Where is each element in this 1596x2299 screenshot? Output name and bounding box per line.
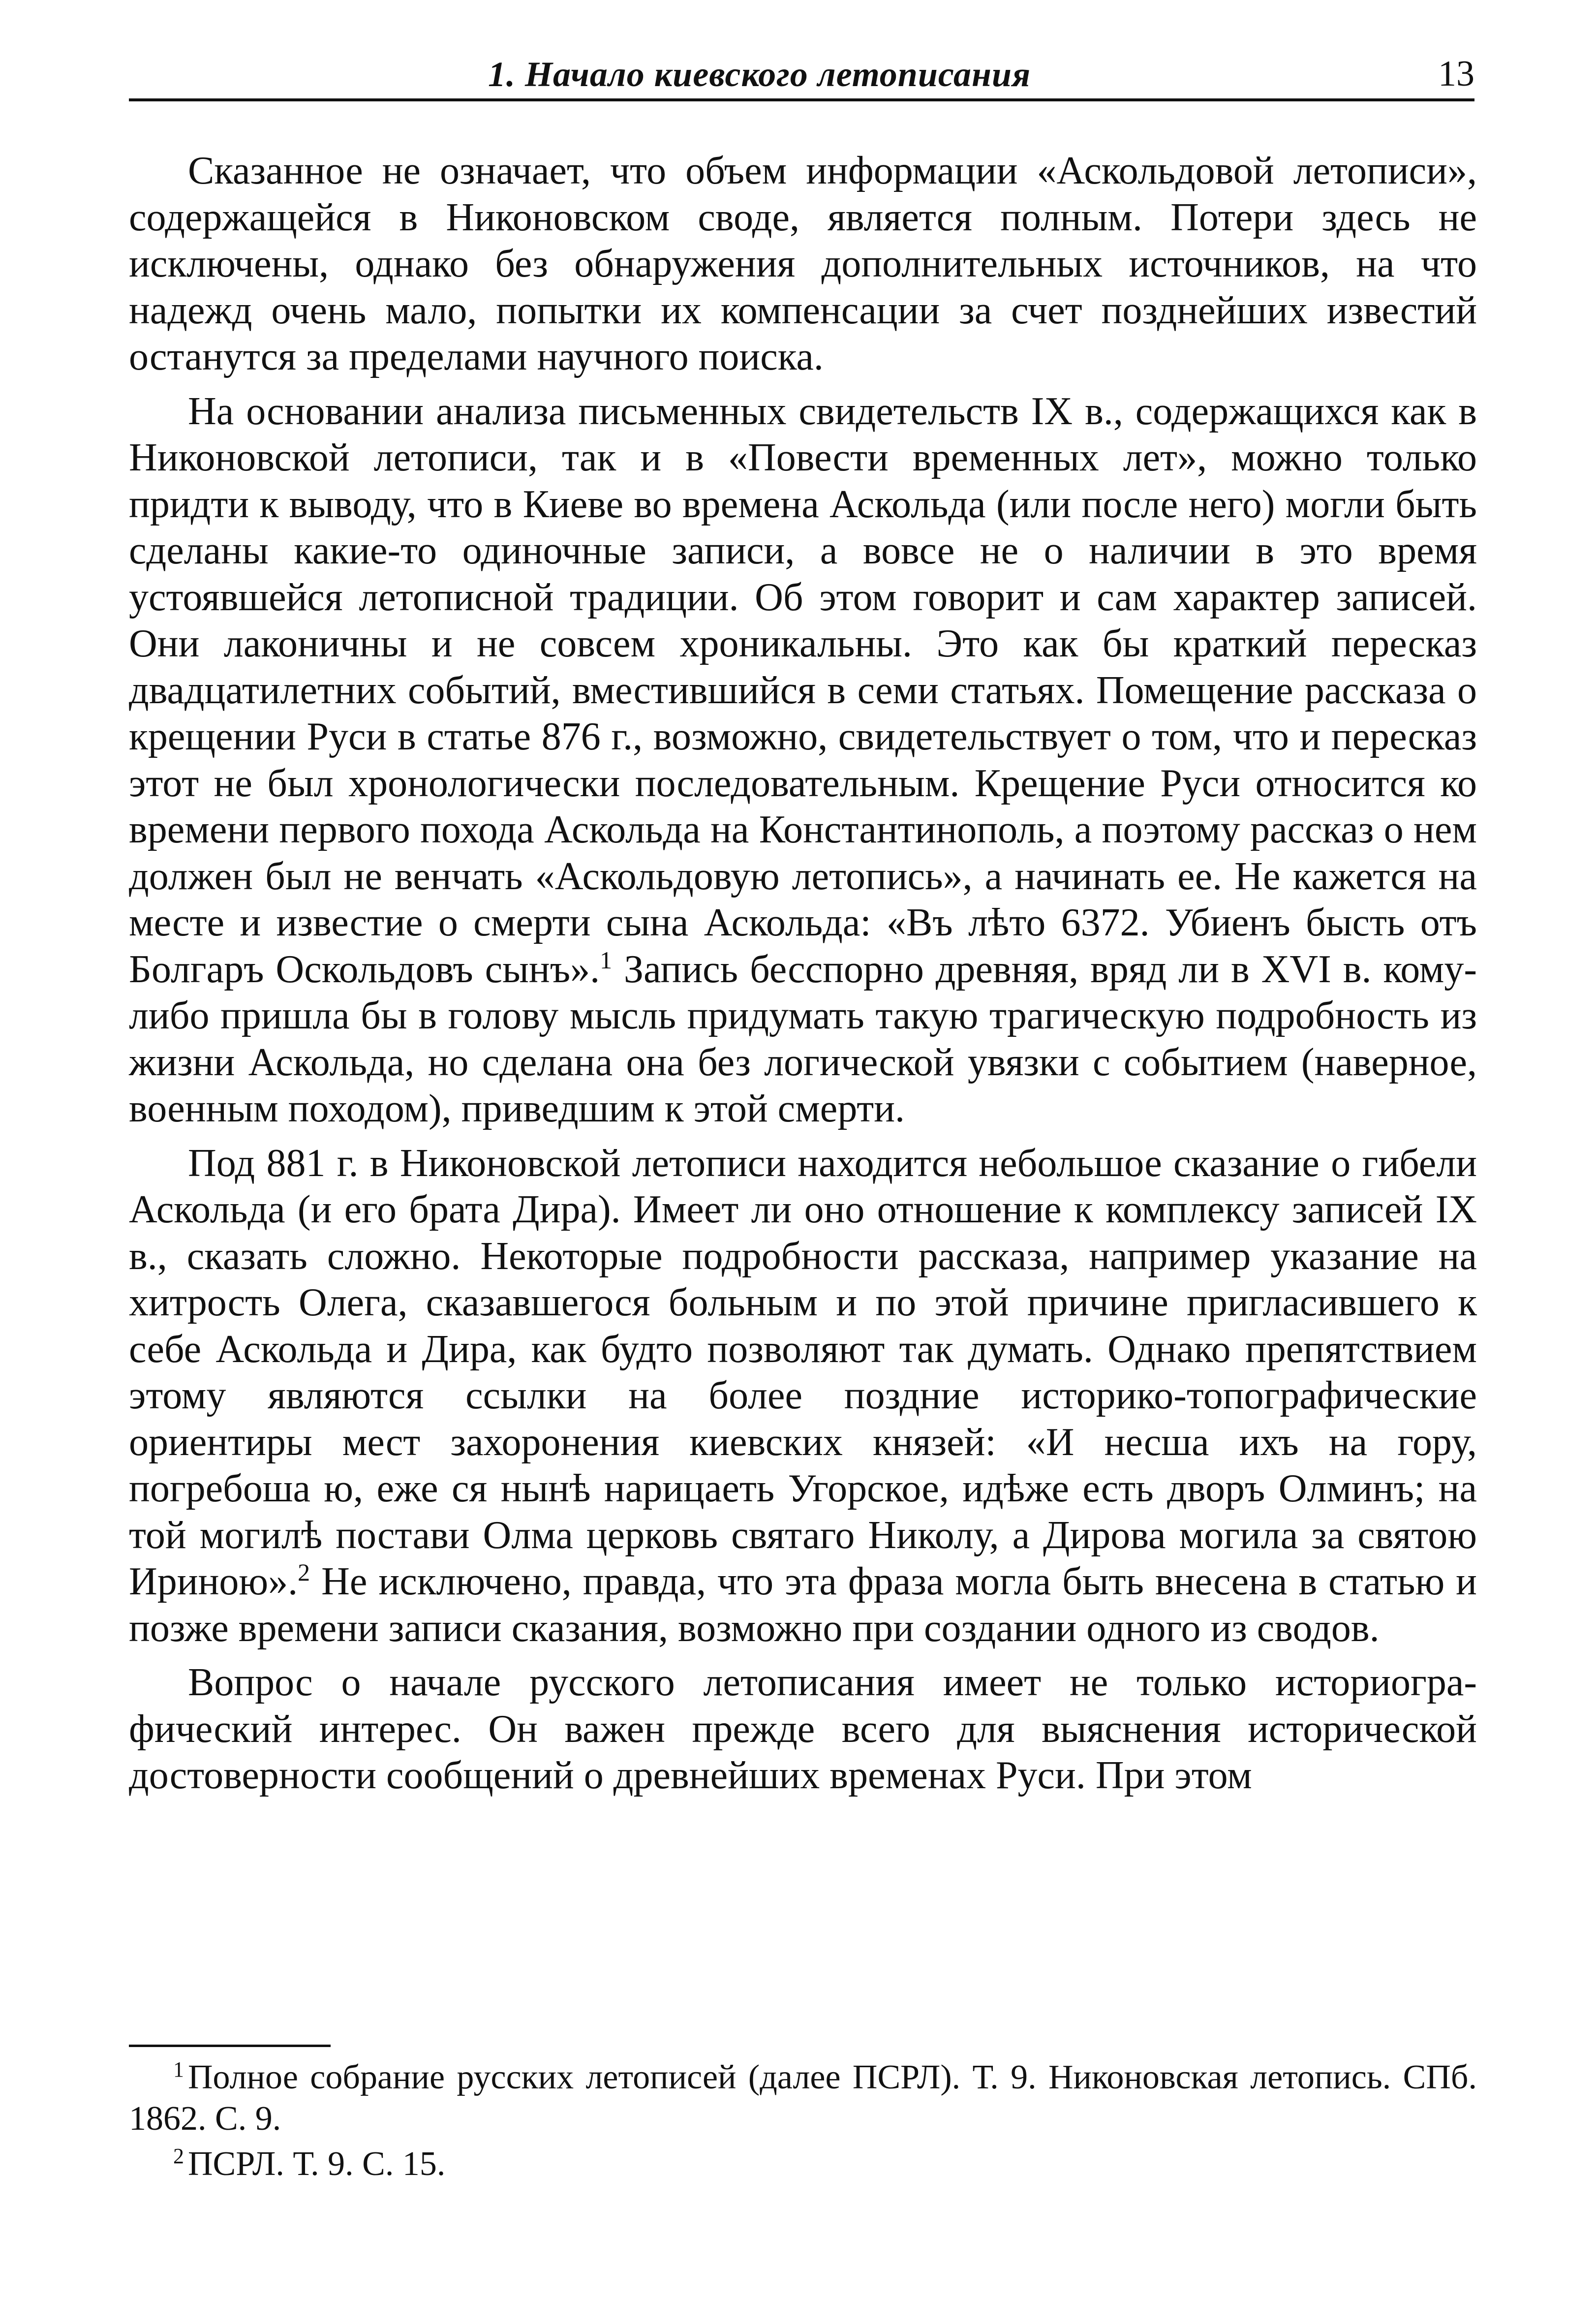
footnote-reference[interactable]: 2 <box>298 1558 310 1586</box>
footnote <box>129 2144 1477 2185</box>
paragraph-text: На основании анализа письменных свидетельств IX в., содержащихся как в Никоновской летописи, так и в «Повести временных лет», можно только придти к выводу, что в Киеве во времена Аскольда (или после него) могли быть сделаны какие-то одиночные записи, а вовсе не о наличии в это время устоявшейся летописной традиции. Об этом говорит и сам характер записей. Они лаконичны и не совсем хроникальны. Это как бы краткий пересказ двадцатилетних событий, вместившийся в семи статьях. Помещение рассказа о крещении Руси в статье 876 г., возможно, свидетельствует о том, что и пересказ этот не был хронологически последовательным. Крещение Руси относится ко времени первого похода Аскольда на Константинополь, а поэтому рассказ о нем должен был не венчать «Аскольдовую летопись», а начинать ее. Не кажется на месте и известие о смерти сына Аскольда: «Въ лѣто 6372. Убиенъ бысть отъ Болгаръ Оскольдовъ сынъ». <box>129 389 1477 991</box>
paragraph <box>129 388 1477 1132</box>
footnote-text: ПСРЛ. Т. 9. С. 15. <box>188 2145 446 2183</box>
paragraph-text: Под 881 г. в Никоновской летописи находится небольшое сказание о гибели Аскольда (и его брата Дира). Имеет ли оно отношение к комплексу записей IX в., сказать сложно. Некоторые подробности рассказа, например указание на хитрость Олега, сказавшегося больным и по этой причине пригласившего к себе Аскольда и Дира, как будто позволяют так думать. Однако препятствием этому являются ссылки на более поздние историко-топографические ориентиры мест захоронения киевских князей: «И несша ихъ на гору, погребоша ю, еже ся нынѣ нарицаеть Угорское, идѣже есть дворъ Олминъ; на той могилѣ постави Олма церковь святаго Николу, а Дирова могила за святою Ириною». <box>129 1141 1477 1603</box>
paragraph-text: Вопрос о начале русского летописания имеет не только историографический интерес. Он важен прежде всего для выяснения исторической достоверности сообщений о древнейших временах Руси. При этом <box>129 1661 1477 1797</box>
page-number: 13 <box>1438 54 1474 94</box>
footnote-mark: 2 <box>173 2144 184 2168</box>
main-text <box>129 148 1477 1799</box>
paragraph <box>129 148 1477 380</box>
footnote-text: Полное собрание русских летописей (далее ПСРЛ). Т. 9. Никоновская летопись. СПб. 1862. С. 9. <box>129 2058 1477 2138</box>
footnote-divider <box>129 2045 331 2047</box>
paragraph-text: Запись бесспорно древняя, вряд ли в XVI в. кому-либо пришла бы в голову мысль придумать такую трагическую подробность из жизни Аскольда, но сделана она без логической увязки с событием (наверное, военным походом), приведшим к этой смерти. <box>129 947 1477 1130</box>
paragraph <box>129 1659 1477 1799</box>
paragraph-text: Сказанное не означает, что объем информации «Аскольдовой летописи», содержащейся в Никоновском своде, является полным. Потери здесь не исключены, однако без обнаружения дополнительных источников, на что надежд очень мало, попытки их компенсации за счет позднейших известий останутся за пределами научного поиска. <box>129 149 1477 378</box>
running-title: 1. Начало киевского летописания <box>488 55 1031 94</box>
footnote <box>129 2057 1477 2140</box>
running-header <box>129 49 1474 101</box>
paragraph-text: Не исключено, правда, что эта фраза могла быть внесена в статью и позже времени записи сказания, возможно при создании одного из сводов. <box>129 1560 1477 1650</box>
footnote-reference[interactable]: 1 <box>600 946 613 974</box>
footnote-mark: 1 <box>173 2057 184 2082</box>
footnotes <box>129 2057 1477 2185</box>
paragraph <box>129 1140 1477 1652</box>
